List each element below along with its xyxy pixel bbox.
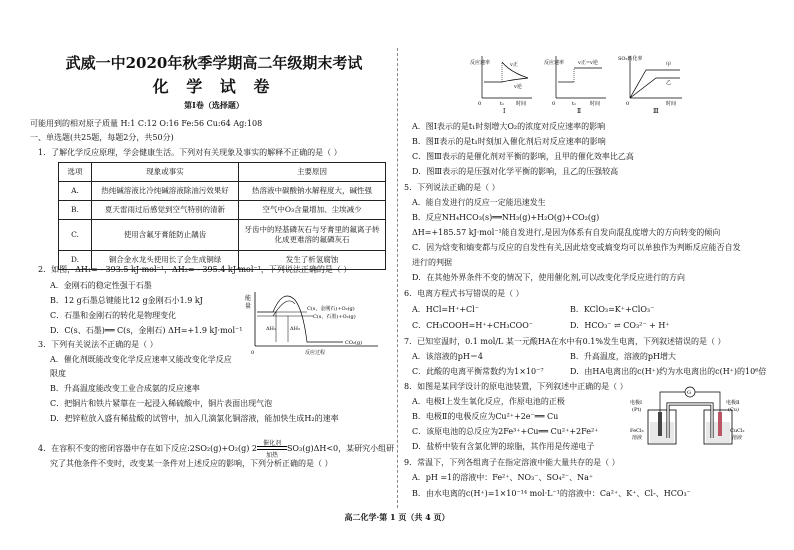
fig2-y-label: 反应速率: [544, 60, 565, 66]
q7-option-d: D．由HA电离出的c(H⁺)约为水电离出的c(H⁺)的10⁶倍: [570, 367, 767, 376]
fig3-x-label: 时间: [666, 101, 677, 107]
q3-option-a-cont: 限度: [50, 369, 66, 378]
q3-option-c: C．把铜片和铁片紧靠在一起浸入稀硫酸中，铜片表面出现气泡: [50, 399, 273, 408]
table-header-cell: 主要原因: [239, 163, 386, 182]
electrode1-label: 电极Ⅰ: [630, 400, 642, 406]
q4-stem-part: SO₃(g)ΔH<0，某研究小组研: [286, 444, 395, 453]
part-heading: 一、单选题(共25题，每题2分，共50分): [30, 133, 174, 142]
q7-option-c: C．此酸的电离平衡常数约为1×10⁻⁷: [412, 367, 544, 376]
q8-stem: 8．如图是某同学设计的原电池装置，下列叙述中正确的是（ ）: [404, 382, 628, 391]
table-row: [59, 182, 386, 201]
electrode1-material: (Pt): [632, 407, 642, 413]
fig3-y-label: SO₂转化率: [618, 56, 643, 62]
fig2-origin: 0: [552, 101, 556, 107]
q2-stem: 2．如图，ΔH₁= - 393.5 kJ·mol⁻¹，ΔH₂= - 395.4 kJ·mol⁻¹，下列说法正确的是（ ）: [38, 265, 352, 274]
electrode2-label: 电极Ⅱ: [726, 400, 740, 406]
q6-option-b: B．KClO₃=K⁺+ClO₃⁻: [570, 305, 655, 314]
q5-option-c: C．因为焓变和熵变都与反应的自发性有关,因此焓变或熵变均可以单独作为判断反应能否自发: [412, 243, 741, 252]
table-header-cell: 现象或事实: [92, 163, 239, 182]
table-cell: B.: [59, 201, 92, 220]
energy-axis-label: 量: [245, 303, 252, 310]
fig1-t1: t₁: [500, 101, 505, 107]
heat-label: 加热: [265, 452, 278, 459]
fig3-number: Ⅲ: [653, 108, 659, 114]
q9-option-a: A．pH =1的溶液中：Fe²⁺、NO₃⁻、SO₄²⁻、Na⁺: [412, 473, 594, 482]
q3-option-b: B．升高温度能改变工业合成氨的反应速率: [50, 384, 200, 393]
atomic-masses: 可能用到的相对原子质量 H:1 C:12 O:16 Fe:56 Cu:64 Ag:108: [30, 119, 263, 128]
q3-option-a: A．催化剂既能改变化学反应速率又能改变化学反应: [50, 355, 232, 364]
q4-stem-line1: [38, 440, 395, 459]
solution2-unit: 溶液: [732, 435, 743, 441]
q6-option-d: D．HCO₃⁻ ⇌ CO₃²⁻ + H⁺: [570, 321, 670, 330]
q1-table: [58, 162, 386, 270]
fig1-y-label: 反应速率: [470, 60, 491, 66]
q2-option-b: B．12 g石墨总键能比12 g金刚石小1.9 kJ: [50, 296, 203, 305]
origin-label: 0: [251, 350, 255, 356]
fig1-origin: 0: [478, 101, 482, 107]
q7-stem: 7．已知室温时，0.1 mol/L 某一元酸HA在水中有0.1%发生电离，下列叙述错误的是（ ）: [404, 337, 726, 346]
fig3-jia: 甲: [666, 62, 672, 68]
table-cell: 夏天雷雨过后感觉到空气特别的清新: [92, 201, 239, 220]
q4-stem-part: 4．在容积不变的密闭容器中存在如下反应:2SO₂(g)+O₂(g) 2: [38, 444, 257, 453]
graphite-label: C(s，石墨)+O₂(g): [313, 314, 356, 320]
fig1-x-label: 时间: [516, 101, 527, 107]
q9-stem: 9．常温下，下列各组离子在指定溶液中能大量共存的是（ ）: [404, 458, 620, 467]
q1-stem: 1．了解化学反应原理，学会健康生活。下列对有关现象及事实的解释不正确的是（ ）: [38, 148, 342, 157]
q7-option-a: A．该溶液的pH＝4: [412, 352, 483, 361]
solution1-label: FeCl₃: [630, 428, 644, 434]
solution2-label: CuCl₂: [730, 428, 745, 434]
fig1-vreverse: v逆: [514, 84, 522, 90]
q5-stem: 5．下列说法正确的是（ ）: [404, 183, 500, 192]
table-cell: C.: [59, 220, 92, 251]
x-axis-label: 反应过程: [305, 350, 326, 356]
q5-option-c-cont: 进行的判据: [412, 258, 452, 267]
q6-option-a: A．HCl=H⁺+Cl⁻: [412, 305, 479, 314]
q3-stem: 3．下列有关说法不正确的是（ ）: [38, 340, 158, 349]
fig1-number: Ⅰ: [503, 108, 506, 114]
page-footer: 高二化学·第 1 页（共 4 页）: [344, 512, 450, 522]
fig3-origin: 0: [626, 101, 630, 107]
q9-option-b: B．由水电离的c(H⁺)=1×10⁻¹⁴ mol·L⁻¹的溶液中：Ca²⁺、K⁺、Cl-、HCO₃⁻: [412, 489, 691, 498]
fig2-x-label: 时间: [590, 101, 601, 107]
table-cell: A.: [59, 182, 92, 201]
table-cell: D.: [59, 251, 92, 270]
q8-option-a: A．电极Ⅰ上发生氧化反应，作原电池的正极: [412, 397, 565, 406]
fig3-yi: 乙: [666, 80, 672, 86]
solution1-unit: 溶液: [632, 435, 643, 441]
table-cell: 牙齿中的羟基磷灰石与牙膏里的氟离子转化成更难溶的氟磷灰石: [239, 220, 386, 251]
table-row: [59, 201, 386, 220]
column-divider: [397, 48, 398, 508]
q5-option-a: A．能自发进行的反应一定能迅速发生: [412, 198, 546, 207]
q5-option-b: B．反应NH₄HCO₃(s)══NH₃(g)+H₂O(g)+CO₂(g): [412, 213, 600, 222]
q3-option-d: D．把锌粒放入盛有稀盐酸的试管中，加入几滴氯化铜溶液，能加快生成H₂的速率: [50, 414, 339, 423]
q2-option-c: C．石墨和金刚石的转化是物理变化: [50, 311, 177, 320]
table-cell: 铜合金水龙头使用长了会生成铜绿: [92, 251, 239, 270]
section-label: 第Ⅰ卷（选择题）: [184, 100, 244, 110]
q2-energy-diagram: [243, 290, 383, 356]
q6-stem: 6．电离方程式书写错误的是（ ）: [404, 289, 524, 298]
table-cell: 使用含氟牙膏能防止龋齿: [92, 220, 239, 251]
q4-stem-line2: 究了其他条件不变时，改变某一条件对上述反应的影响，下列分析正确的是（ ）: [50, 459, 333, 468]
q6-option-c: C．CH₃COOH=H⁺+CH₃COO⁻: [412, 321, 534, 330]
q8-option-c: C．该原电池的总反应为2Fe³⁺+Cu══ Cu²⁺+2Fe²⁺: [412, 427, 599, 436]
galvanic-cell-diagram: [630, 386, 750, 448]
dh1-label: ΔH₁: [266, 326, 276, 332]
table-header-row: [59, 163, 386, 182]
catalyst-label: 催化剂: [262, 440, 281, 447]
energy-axis-label: 能: [245, 295, 252, 302]
table-cell: 发生了析氢腐蚀: [239, 251, 386, 270]
q2-option-a: A．金刚石的稳定性强于石墨: [50, 281, 152, 290]
dh2-label: ΔH₂: [290, 326, 300, 332]
q8-option-d: D．盐桥中装有含氯化钾的琼脂，其作用是传递电子: [412, 442, 595, 451]
q4-option-a: A．图Ⅰ表示的是t₁时刻增大O₂的浓度对反应速率的影响: [412, 122, 606, 131]
q5-option-d: D．在其他外界条件不变的情况下，使用催化剂,可以改变化学反应进行的方向: [412, 273, 685, 282]
q5-option-b-cont: ΔH=+185.57 kJ·mol⁻¹能自发进行,是因为体系有自发向混乱度增大的方向转变的倾向: [412, 228, 721, 237]
galvanometer-label: G: [687, 390, 691, 396]
electrode2-material: (Cu): [728, 407, 739, 413]
table-cell: 空气中O₃含量增加、尘埃减少: [239, 201, 386, 220]
exam-title: 武威一中2020年秋季学期高二年级期末考试: [65, 54, 363, 72]
q8-option-b: B．电极Ⅱ的电极反应为Cu²⁺+2e⁻══ Cu: [412, 412, 559, 421]
table-cell: 热溶液中碳酸钠水解程度大，碱性强: [239, 182, 386, 201]
q7-option-b: B．升高温度，溶液的pH增大: [570, 352, 676, 361]
table-row: [59, 220, 386, 251]
diamond-label: C(s，金刚石)+O₂(g): [307, 306, 355, 312]
q4-option-d: D．图Ⅲ表示的是压强对化学平衡的影响，且乙的压强较高: [412, 167, 619, 176]
fig2-t1: t₁: [572, 101, 577, 107]
fig2-veq: v正=v逆: [578, 60, 598, 66]
co2-label: CO₂(g): [345, 340, 363, 346]
table-header-cell: 选项: [59, 163, 92, 182]
q4-option-b: B．图Ⅱ表示的是t₁时刻加入催化剂后对反应速率的影响: [412, 137, 606, 146]
table-cell: 热纯碱溶液比冷纯碱溶液除油污效果好: [92, 182, 239, 201]
fig2-number: Ⅱ: [577, 108, 582, 114]
fig1-vforward: v正: [510, 62, 518, 68]
q4-option-c: C．图Ⅲ表示的是催化剂对平衡的影响，且甲的催化效率比乙高: [412, 152, 634, 161]
exam-subtitle: 化 学 试 卷: [152, 77, 276, 96]
q4-figures: [470, 52, 690, 114]
q2-option-d: D．C(s、石墨)══ C(s，金刚石) ΔH=+1.9 kJ·mol⁻¹: [50, 326, 243, 335]
